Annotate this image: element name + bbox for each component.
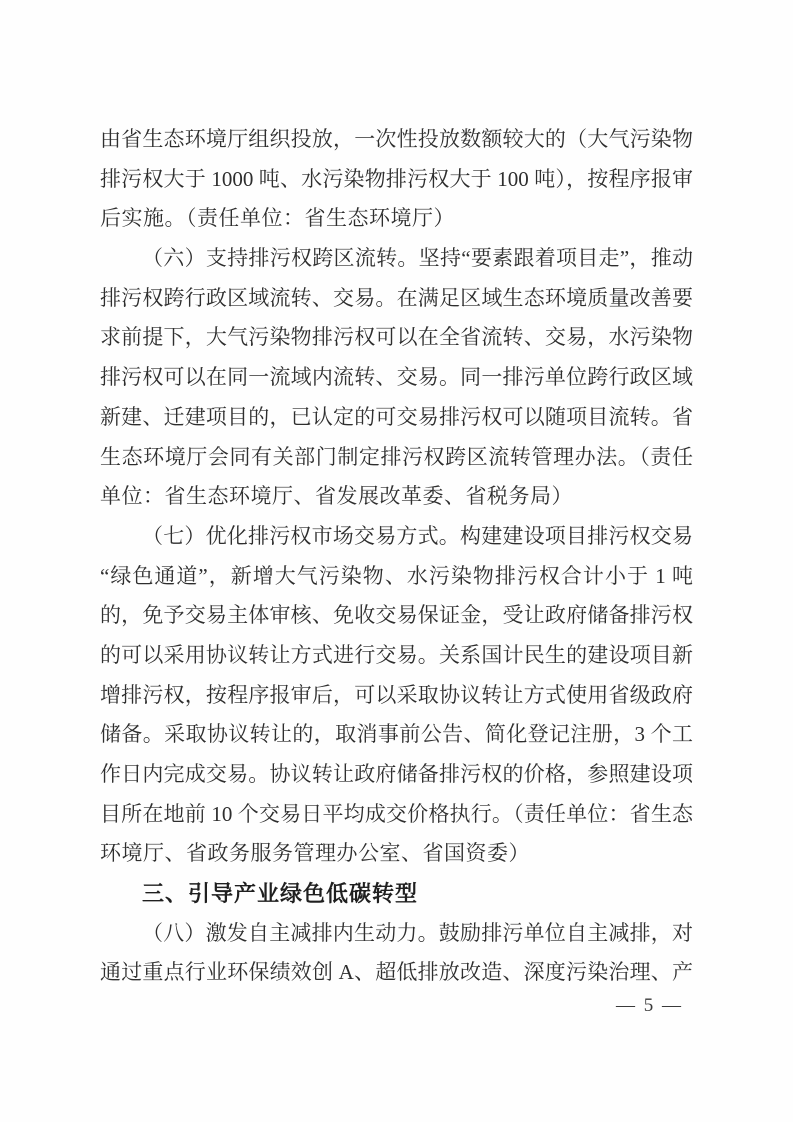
section-3-heading: 三、引导产业绿色低碳转型	[142, 881, 419, 907]
text-line-para-end: 单位：省生态环境厅、省发展改革委、省税务局）	[100, 484, 573, 509]
page-number: — 5 —	[616, 995, 683, 1016]
text-line: 生态环境厅会同有关部门制定排污权跨区流转管理办法。（责任	[100, 444, 693, 469]
text-line-para-end: 环境厅、省政务服务管理办公室、省国资委）	[100, 841, 530, 866]
para-8-start-line: （八）激发自主减排内生动力。鼓励排污单位自主减排，对	[142, 920, 693, 945]
text-line: 排污权大于 1000 吨、水污染物排污权大于 100 吨），按程序报审	[100, 166, 693, 191]
text-line: 新建、迁建项目的，已认定的可交易排污权可以随项目流转。省	[100, 404, 693, 429]
document-body	[100, 120, 693, 993]
text-line: 排污权可以在同一流域内流转、交易。同一排污单位跨行政区域	[100, 365, 693, 390]
para-6-start-line: （六）支持排污权跨区流转。坚持“要素跟着项目走”，推动	[142, 246, 693, 271]
text-line: “绿色通道”，新增大气污染物、水污染物排污权合计小于 1 吨	[100, 563, 693, 588]
para-7-start-line: （七）优化排污权市场交易方式。构建建设项目排污权交易	[142, 523, 693, 548]
text-line: 作日内完成交易。协议转让政府储备排污权的价格，参照建设项	[100, 762, 693, 786]
text-line-para-end: 后实施。（责任单位：省生态环境厅）	[100, 206, 455, 231]
text-line: 的，免予交易主体审核、免收交易保证金，受让政府储备排污权	[100, 603, 693, 628]
text-line: 目所在地前 10 个交易日平均成交价格执行。（责任单位：省生态	[100, 801, 693, 826]
text-line: 求前提下，大气污染物排污权可以在全省流转、交易，水污染物	[100, 325, 693, 350]
text-line: 增排污权，按程序报审后，可以采取协议转让方式使用省级政府	[100, 682, 693, 707]
text-line: 储备。采取协议转让的，取消事前公告、简化登记注册，3 个工	[100, 722, 693, 747]
text-line: 通过重点行业环保绩效创 A、超低排放改造、深度污染治理、产	[100, 960, 693, 985]
text-line: 排污权跨行政区域流转、交易。在满足区域生态环境质量改善要	[100, 285, 693, 310]
text-line: 由省生态环境厅组织投放，一次性投放数额较大的（大气污染物	[100, 127, 693, 151]
text-line: 的可以采用协议转让方式进行交易。关系国计民生的建设项目新	[100, 642, 693, 667]
